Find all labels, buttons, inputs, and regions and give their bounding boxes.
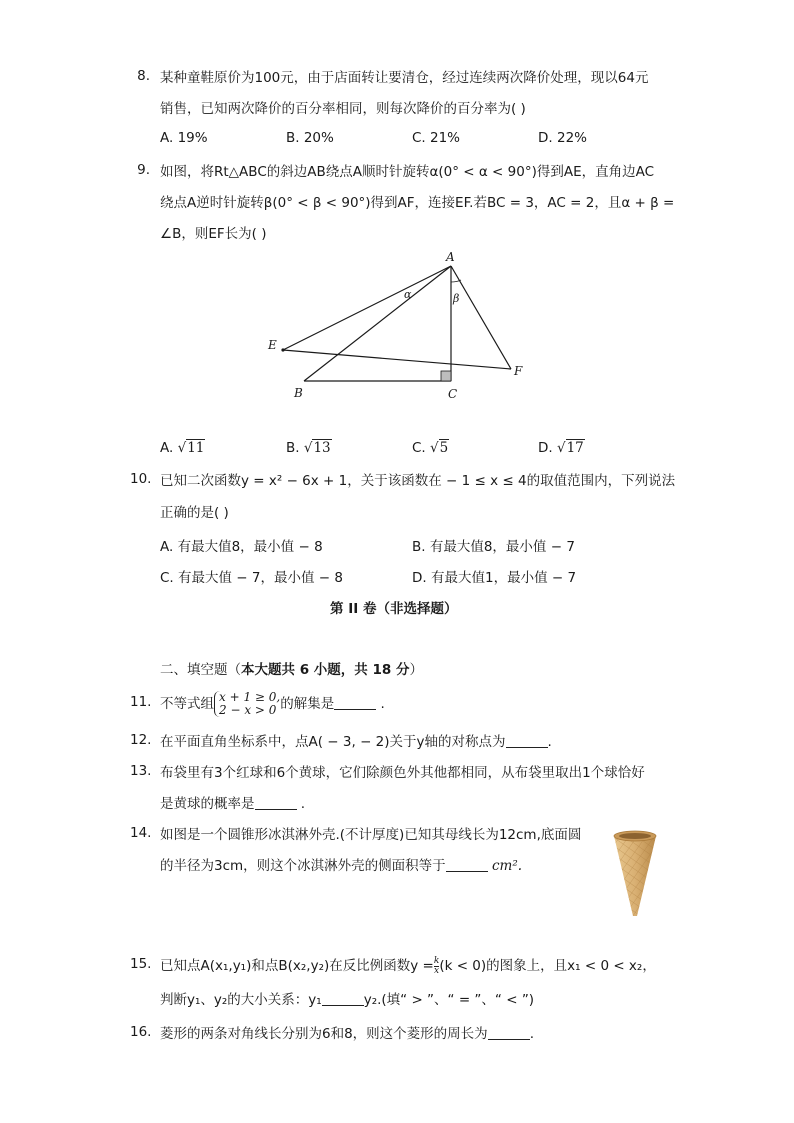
- question-13-text-line1: 布袋里有3个红球和6个黄球，它们除颜色外其他都相同，从布袋里取出1个球恰好: [160, 765, 645, 781]
- question-9-text-line3: ∠B，则EF长为( ): [160, 226, 267, 242]
- question-15-number: 15.: [130, 956, 152, 972]
- answer-blank[interactable]: [334, 695, 376, 710]
- answer-blank[interactable]: [506, 733, 548, 748]
- section-2-prefix: 二、填空题（: [160, 662, 241, 678]
- radicand: 13: [313, 440, 331, 456]
- question-15-line2-a: 判断y₁、y₂的大小关系：y₁: [160, 992, 322, 1008]
- question-14-text-line1: 如图是一个圆锥形冰淇淋外壳.(不计厚度)已知其母线长为12cm,底面圆: [160, 827, 582, 843]
- question-15-part-a: 已知点A(x₁,y₁)和点B(x₂,y₂)在反比例函数y =: [160, 958, 434, 974]
- segment-ae: [283, 266, 451, 350]
- question-10-text-line2: 正确的是( ): [160, 505, 229, 521]
- question-16-body: 菱形的两条对角线长分别为6和8，则这个菱形的周长为: [160, 1026, 488, 1042]
- answer-blank[interactable]: [322, 991, 364, 1006]
- sqrt-expression: √17: [556, 440, 584, 456]
- question-8-text-line1: 某种童鞋原价为100元，由于店面转让要清仓，经过连续两次降价处理，现以64元: [160, 70, 649, 86]
- fraction-numerator: k: [433, 955, 440, 966]
- question-11-end: .: [376, 696, 385, 712]
- question-8-option-c: C. 21%: [412, 130, 461, 146]
- radicand: 5: [439, 440, 449, 456]
- question-16-end: .: [529, 1026, 534, 1042]
- question-14-unit: cm².: [491, 858, 523, 874]
- question-15-line2-b: y₂.(填“ > ”、“ = ”、“ < ”): [363, 992, 535, 1008]
- sqrt-expression: √11: [177, 440, 205, 456]
- question-12-body: 在平面直角坐标系中，点A( − 3, − 2)关于y轴的对称点为: [160, 734, 506, 750]
- question-12-text: [160, 732, 552, 752]
- fraction-denominator: x: [434, 965, 440, 976]
- question-11-before: 不等式组: [160, 696, 214, 712]
- question-9-option-a: [160, 440, 205, 456]
- label-beta: β: [453, 292, 460, 305]
- cone-texture: [614, 836, 656, 916]
- question-8-option-a: A. 19%: [160, 130, 208, 146]
- question-9-text-line2: 绕点A逆时针旋转β(0° < β < 90°)得到AF，连接EF.若BC = 3，AC = 2，且α + β =: [160, 195, 675, 211]
- question-10-text-line1: 已知二次函数y = x² − 6x + 1，关于该函数在 − 1 ≤ x ≤ 4的取值范围内，下列说法: [160, 473, 676, 489]
- option-letter: D.: [538, 440, 553, 456]
- label-b: B: [294, 386, 303, 400]
- question-10-option-d: D. 有最大值1，最小值 − 7: [412, 570, 577, 586]
- question-12-number: 12.: [130, 732, 152, 748]
- inequality-row-2: 2 − x > 0: [219, 703, 277, 717]
- section-2-suffix: ）: [409, 662, 423, 678]
- section-2-bold: 本大题共 6 小题，共 18 分: [241, 662, 410, 678]
- answer-blank[interactable]: [488, 1025, 530, 1040]
- question-10-option-a: A. 有最大值8，最小值 − 8: [160, 539, 323, 555]
- sqrt-expression: √5: [430, 440, 449, 456]
- segment-ab: [304, 266, 451, 381]
- question-10-option-c: C. 有最大值 − 7，最小值 − 8: [160, 570, 343, 586]
- question-14-body: 的半径为3cm，则这个冰淇淋外壳的侧面积等于: [160, 858, 446, 874]
- sqrt-expression: √13: [303, 440, 331, 456]
- question-11-after: 的解集是: [280, 696, 335, 712]
- question-15-part-b: (k < 0)的图象上，且x₁ < 0 < x₂，: [439, 958, 656, 974]
- right-angle-marker: [441, 371, 451, 381]
- label-a: A: [446, 250, 455, 264]
- angle-beta-arc: [451, 280, 461, 282]
- question-15-text-line2: [160, 990, 534, 1010]
- point-e-dot: [281, 348, 284, 351]
- question-13-number: 13.: [130, 763, 152, 779]
- question-9-option-c: [412, 440, 449, 456]
- question-13-end: .: [296, 796, 306, 812]
- question-8-text-line2: 销售，已知两次降价的百分率相同，则每次降价的百分率为( ): [160, 101, 526, 117]
- ice-cream-cone-image: [610, 826, 660, 918]
- question-11-text: [160, 686, 385, 722]
- question-9-option-d: [538, 440, 585, 456]
- question-8-option-b: B. 20%: [286, 130, 334, 146]
- question-15-text-line1: [160, 956, 656, 976]
- question-10-number: 10.: [130, 471, 152, 487]
- section-2-heading: [160, 658, 423, 678]
- question-14-text-line2: [160, 856, 522, 876]
- question-16-number: 16.: [130, 1024, 152, 1040]
- segment-ef: [283, 350, 511, 369]
- question-8-option-d: D. 22%: [538, 130, 587, 146]
- question-10-option-b: B. 有最大值8，最小值 − 7: [412, 539, 575, 555]
- option-letter: A.: [160, 440, 174, 456]
- question-14-number: 14.: [130, 825, 152, 841]
- question-11-number: 11.: [130, 694, 152, 710]
- question-9-number: 9.: [137, 162, 150, 178]
- question-16-text: [160, 1024, 534, 1044]
- question-13-body: 是黄球的概率是: [160, 796, 255, 812]
- answer-blank[interactable]: [446, 857, 488, 872]
- label-f: F: [514, 364, 523, 378]
- radicand: 11: [187, 440, 205, 456]
- inequality-system: [214, 691, 280, 717]
- label-c: C: [448, 387, 458, 401]
- inequality-row-1: x + 1 ≥ 0,: [219, 690, 281, 704]
- question-9-text-line1: 如图，将Rt△ABC的斜边AB绕点A顺时针旋转α(0° < α < 90°)得到AE，直角边AC: [160, 164, 655, 180]
- segment-af: [451, 266, 511, 369]
- question-8-number: 8.: [137, 68, 150, 84]
- cone-opening: [619, 833, 651, 839]
- radicand: 17: [566, 440, 584, 456]
- answer-blank[interactable]: [255, 795, 297, 810]
- question-13-text-line2: [160, 794, 305, 814]
- label-e: E: [268, 338, 277, 352]
- option-letter: C.: [412, 440, 426, 456]
- question-12-end: .: [547, 734, 552, 750]
- label-alpha: α: [404, 288, 412, 301]
- question-9-option-b: [286, 440, 332, 456]
- option-letter: B.: [286, 440, 300, 456]
- part-2-title: 第 II 卷（非选择题）: [330, 601, 458, 617]
